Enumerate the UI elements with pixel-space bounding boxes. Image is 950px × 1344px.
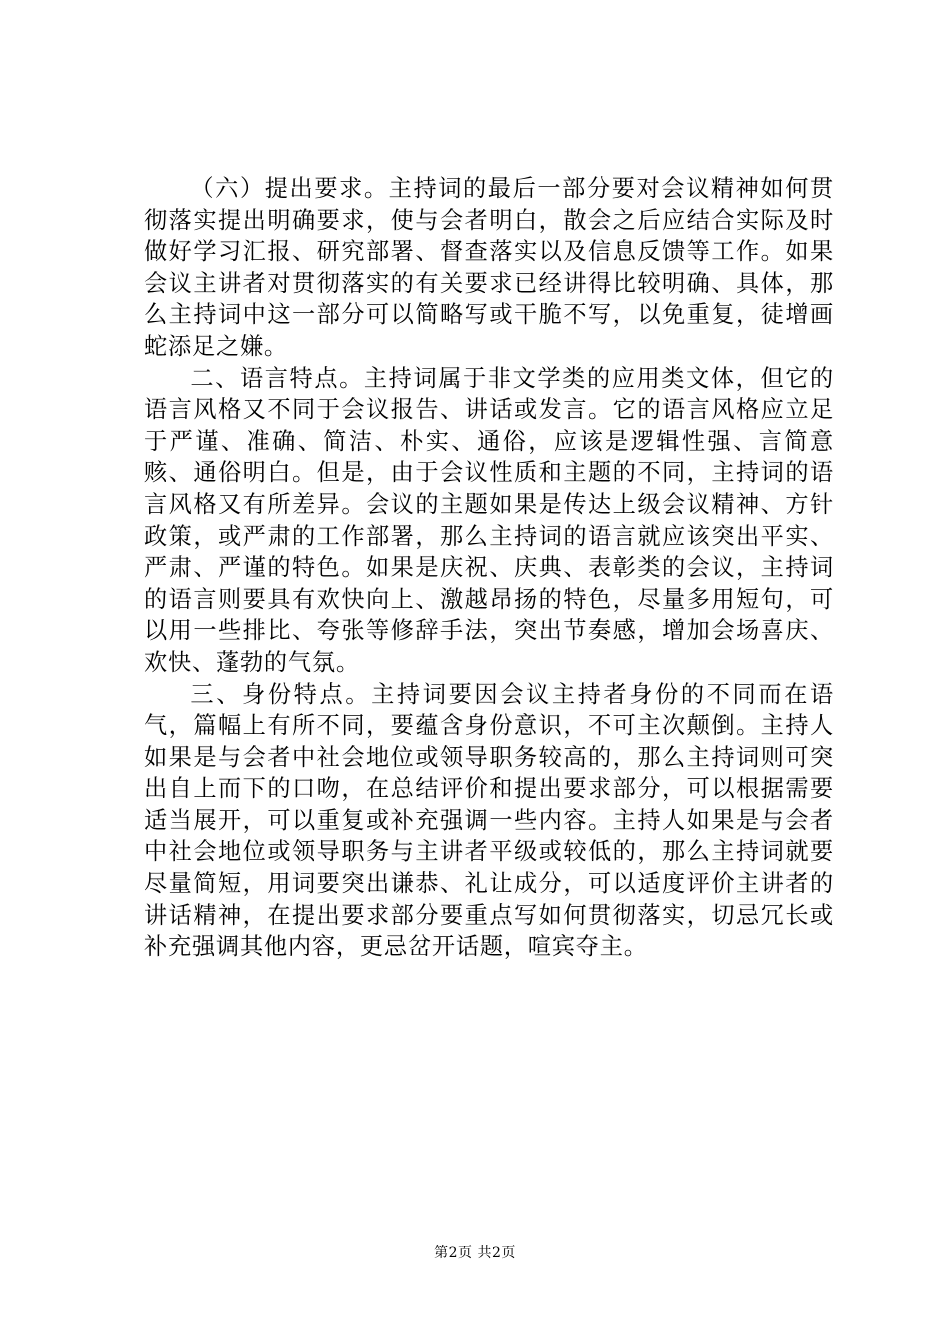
- paragraph-identity-features: 三、身份特点。主持词要因会议主持者身份的不同而在语气，篇幅上有所不同，要蕴含身份意识，不可主次颠倒。主持人如果是与会者中社会地位或领导职务较高的，那么主持词则可突出自上而下的口吻，在总结评价和提出要求部分，可以根据需要适当展开，可以重复或补充强调一些内容。主持人如果是与会者中社会地位或领导职务与主讲者平级或较低的，那么主持词就要尽量简短，用词要突出谦恭、礼让成分，可以适度评价主讲者的讲话精神，在提出要求部分要重点写如何贯彻落实，切忌冗长或补充强调其他内容，更忌岔开话题，喧宾夺主。: [144, 680, 834, 961]
- page-footer: 第2页 共2页: [434, 1245, 516, 1261]
- document-body: [144, 173, 834, 963]
- paragraph-language-features: 二、语言特点。主持词属于非文学类的应用类文体，但它的语言风格又不同于会议报告、讲话或发言。它的语言风格应立足于严谨、准确、简洁、朴实、通俗，应该是逻辑性强、言简意赅、通俗明白。但是，由于会议性质和主题的不同，主持词的语言风格又有所差异。会议的主题如果是传达上级会议精神、方针政策，或严肃的工作部署，那么主持词的语言就应该突出平实、严肃、严谨的特色。如果是庆祝、庆典、表彰类的会议，主持词的语言则要具有欢快向上、激越昂扬的特色，尽量多用短句，可以用一些排比、夸张等修辞手法，突出节奏感，增加会场喜庆、欢快、蓬勃的气氛。: [144, 364, 834, 676]
- paragraph-requirements: （六）提出要求。主持词的最后一部分要对会议精神如何贯彻落实提出明确要求，使与会者明白，散会之后应结合实际及时做好学习汇报、研究部署、督查落实以及信息反馈等工作。如果会议主讲者对贯彻落实的有关要求已经讲得比较明确、具体，那么主持词中这一部分可以简略写或干脆不写，以免重复，徒增画蛇添足之嫌。: [144, 175, 834, 360]
